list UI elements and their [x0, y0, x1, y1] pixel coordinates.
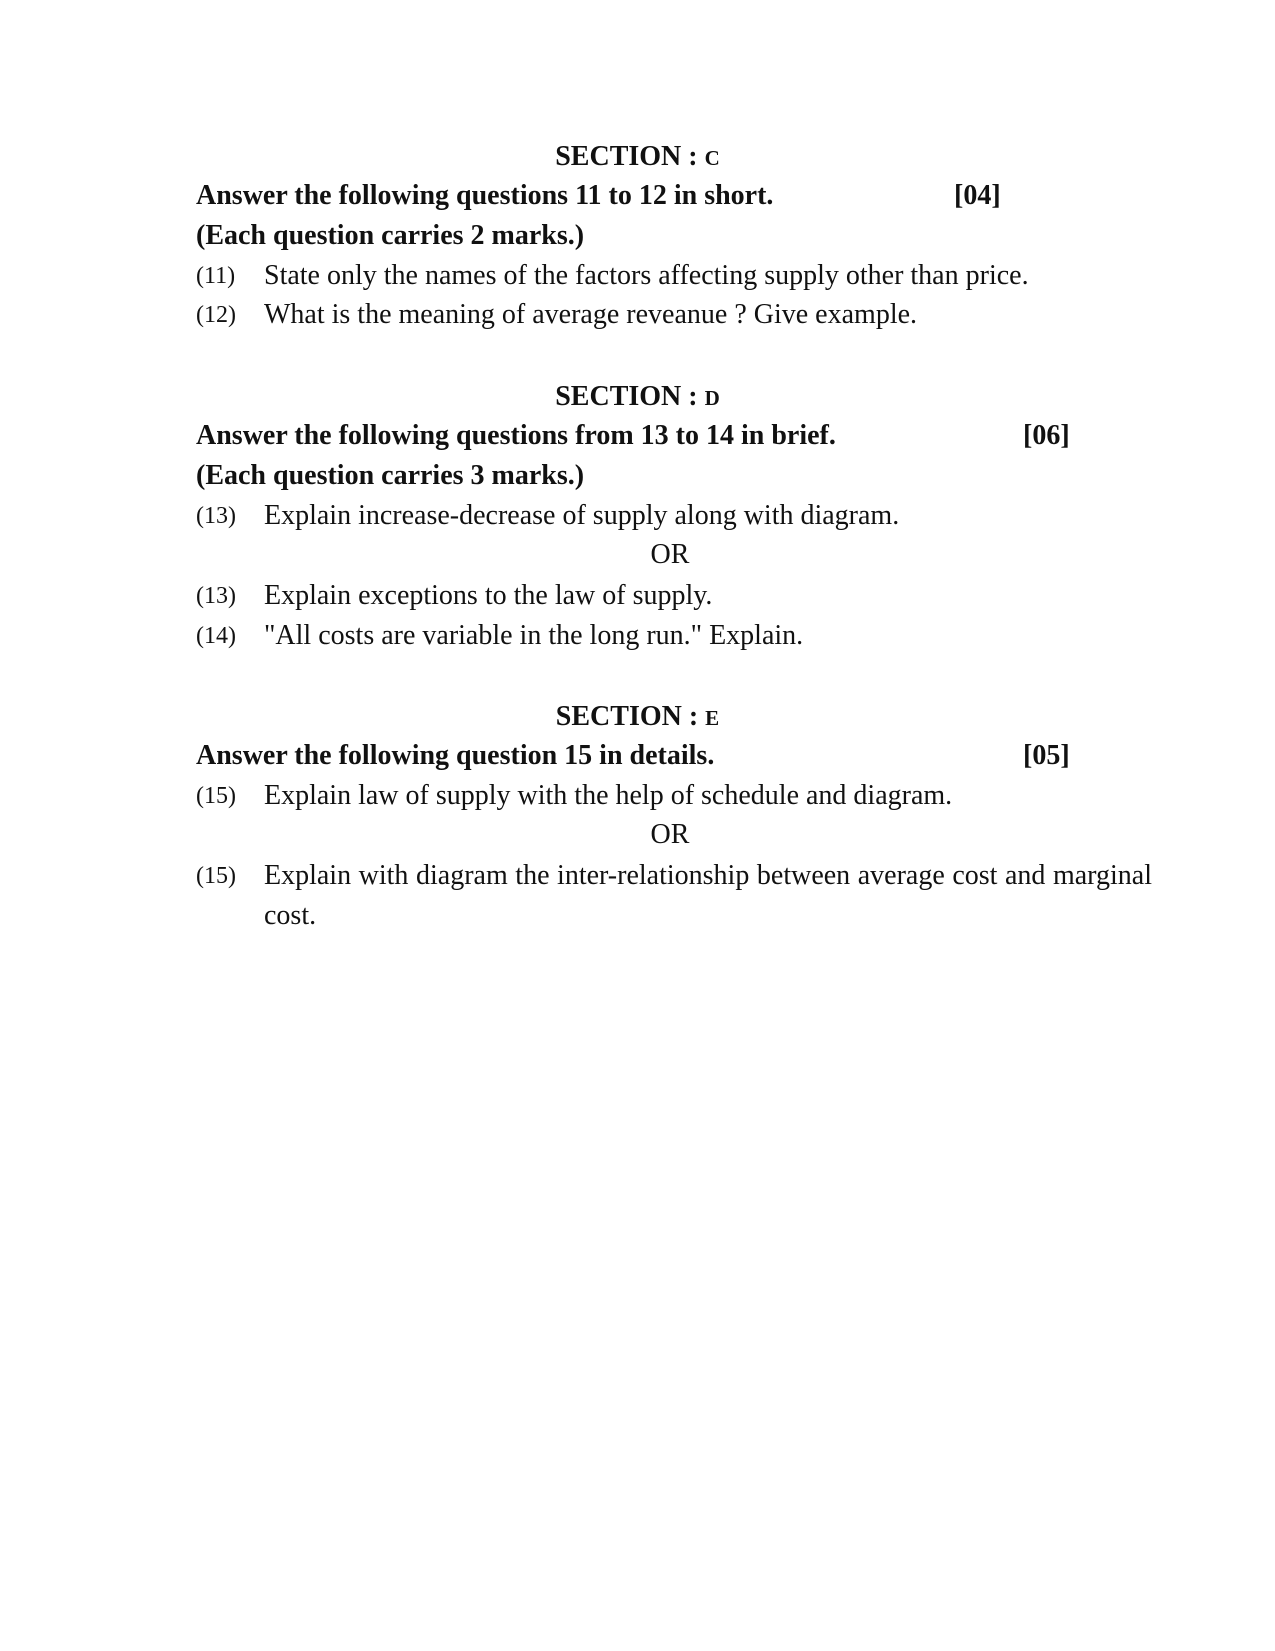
- section-letter: D: [704, 386, 720, 410]
- question-number: (12): [196, 302, 236, 328]
- question-text: What is the meaning of average reveanue ? Give example.: [264, 299, 918, 330]
- section-e-instruction: Answer the following question 15 in details.: [196, 740, 715, 771]
- question-13: [196, 496, 1152, 536]
- section-title-text: SECTION :: [555, 701, 706, 732]
- question-text: Explain with diagram the inter-relationship between average cost and marginal cost.: [264, 860, 1152, 931]
- question-14: [196, 616, 1152, 656]
- section-letter: C: [704, 146, 720, 170]
- question-number: (15): [196, 863, 236, 889]
- section-c-title: [0, 140, 1275, 175]
- section-c-instruction: Answer the following questions 11 to 12 in short.: [196, 180, 774, 211]
- section-c-note: (Each question carries 2 marks.): [196, 220, 585, 251]
- question-15: [196, 776, 1152, 816]
- section-d-instruction: Answer the following questions from 13 to 14 in brief.: [196, 420, 836, 451]
- section-e-marks: [05]: [1023, 740, 1070, 771]
- question-15-alt: [196, 856, 1152, 936]
- question-number: (15): [196, 783, 236, 809]
- question-number: (11): [196, 263, 236, 289]
- section-d-title: [0, 380, 1275, 415]
- question-text: Explain increase-decrease of supply along with diagram.: [264, 500, 900, 531]
- question-number: (13): [196, 503, 236, 529]
- question-12: [196, 295, 1152, 335]
- or-divider: OR: [650, 819, 690, 850]
- or-divider: OR: [650, 539, 690, 570]
- section-d-marks: [06]: [1023, 420, 1070, 451]
- question-text: Explain law of supply with the help of schedule and diagram.: [264, 780, 953, 811]
- question-text: Explain exceptions to the law of supply.: [264, 580, 713, 611]
- section-c-marks: [04]: [954, 180, 1001, 211]
- question-number: (13): [196, 583, 236, 609]
- section-letter: E: [705, 706, 720, 730]
- question-text: State only the names of the factors affecting supply other than price.: [264, 260, 1029, 291]
- question-11: [196, 256, 1152, 296]
- section-d-note: (Each question carries 3 marks.): [196, 460, 585, 491]
- section-e-title: [0, 700, 1275, 735]
- question-text: "All costs are variable in the long run." Explain.: [264, 620, 804, 651]
- question-13-alt: [196, 576, 1152, 616]
- section-title-text: SECTION :: [555, 381, 705, 412]
- question-number: (14): [196, 623, 236, 649]
- section-title-text: SECTION :: [555, 141, 705, 172]
